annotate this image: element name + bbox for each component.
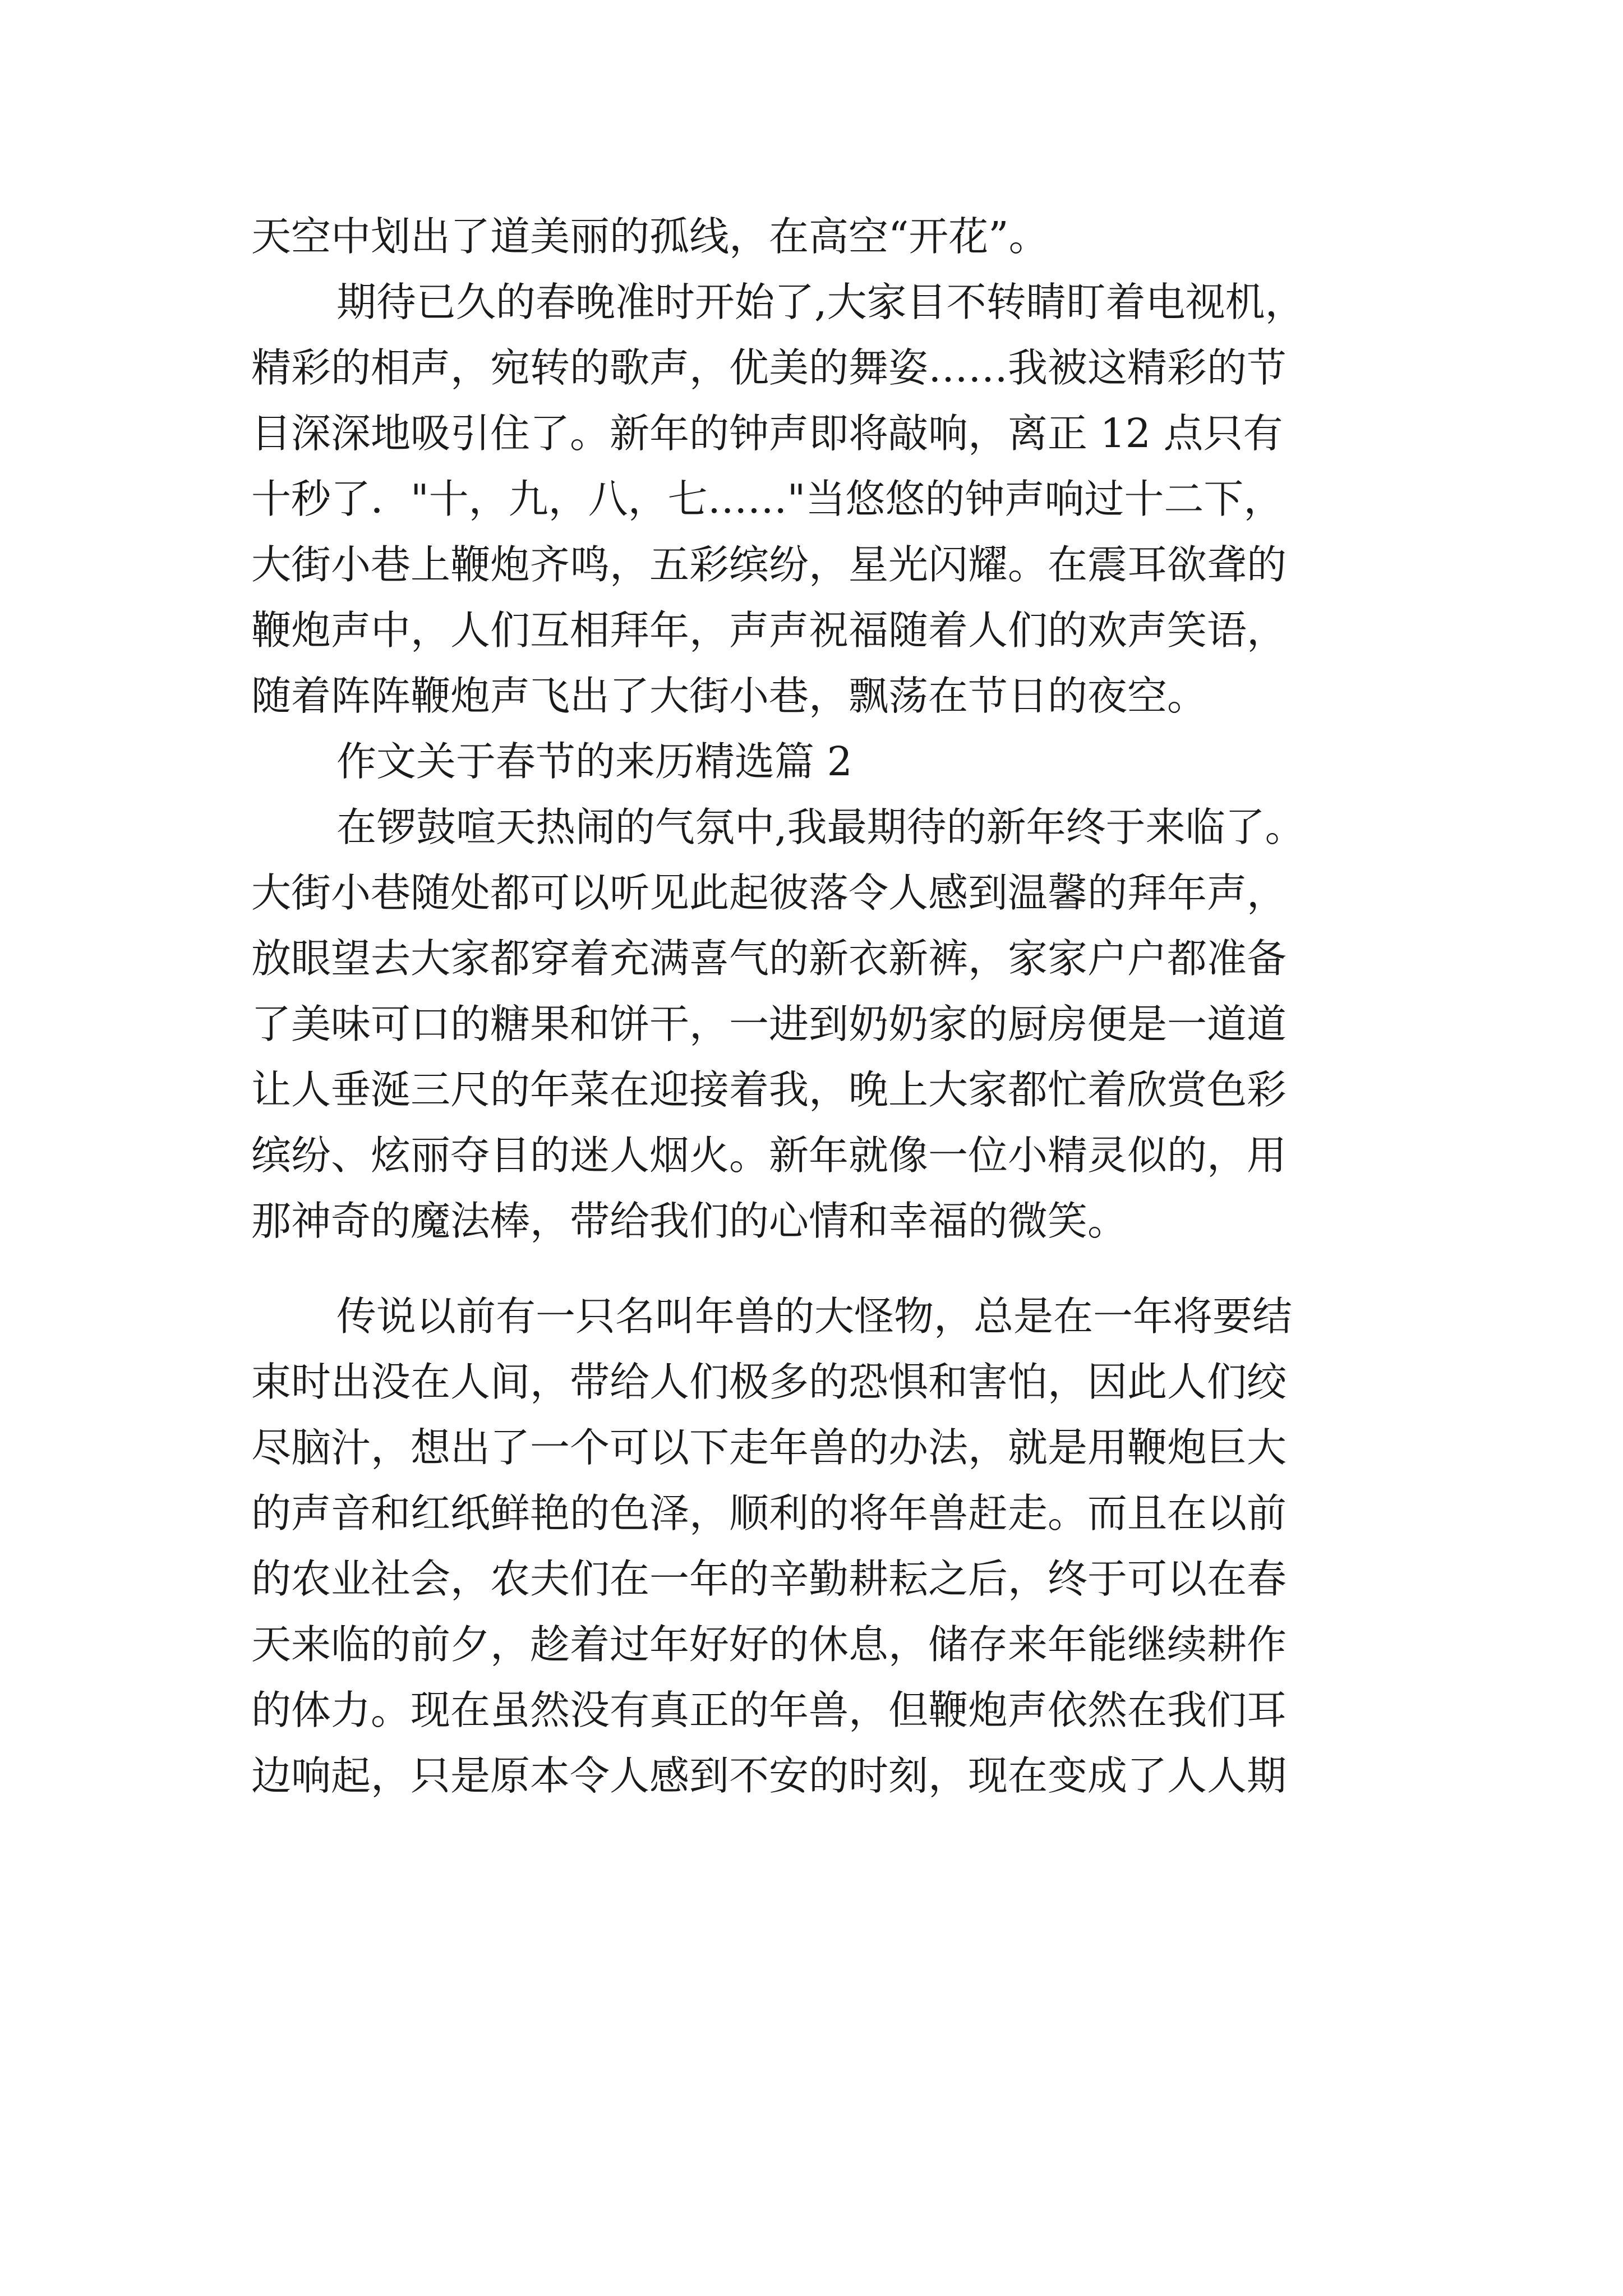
text-line: 的声音和红纸鲜艳的色泽，顺利的将年兽赶走。而且在以前 bbox=[251, 1490, 1287, 1536]
text-line: 传说以前有一只名叫年兽的大怪物，总是在一年将要结 bbox=[336, 1293, 1293, 1340]
text-line: 在锣鼓喧天热闹的气氛中,我最期待的新年终于来临了。 bbox=[336, 804, 1305, 850]
text-line: 十秒了．"十，九，八，七……"当悠悠的钟声响过十二下， bbox=[251, 476, 1284, 522]
text-line: 束时出没在人间，带给人们极多的恐惧和害怕，因此人们绞 bbox=[251, 1359, 1287, 1405]
text-line: 大街小巷上鞭炮齐鸣，五彩缤纷，星光闪耀。在震耳欲聋的 bbox=[251, 541, 1287, 588]
text-line: 目深深地吸引住了。新年的钟声即将敲响，离正 12 点只有 bbox=[251, 410, 1283, 457]
text-line: 随着阵阵鞭炮声飞出了大街小巷，飘荡在节日的夜空。 bbox=[251, 673, 1207, 719]
text-line: 鞭炮声中，人们互相拜年，声声祝福随着人们的欢声笑语， bbox=[251, 607, 1287, 654]
text-line: 天来临的前夕，趁着过年好好的休息，储存来年能继续耕作 bbox=[251, 1621, 1287, 1668]
text-line: 期待已久的春晚准时开始了,大家目不转睛盯着电视机， bbox=[336, 279, 1305, 325]
text-line: 了美味可口的糖果和饼干，一进到奶奶家的厨房便是一道道 bbox=[251, 1001, 1287, 1047]
text-line: 那神奇的魔法棒，带给我们的心情和幸福的微笑。 bbox=[251, 1198, 1128, 1244]
section-heading: 作文关于春节的来历精选篇 2 bbox=[336, 738, 852, 785]
text-line: 大街小巷随处都可以听见此起彼落令人感到温馨的拜年声， bbox=[251, 869, 1287, 916]
text-line: 的农业社会，农夫们在一年的辛勤耕耘之后，终于可以在春 bbox=[251, 1556, 1287, 1602]
text-line: 缤纷、炫丽夺目的迷人烟火。新年就像一位小精灵似的，用 bbox=[251, 1132, 1287, 1179]
text-line: 的体力。现在虽然没有真正的年兽，但鞭炮声依然在我们耳 bbox=[251, 1687, 1287, 1733]
text-line: 边响起，只是原本令人感到不安的时刻，现在变成了人人期 bbox=[251, 1752, 1287, 1799]
text-line: 天空中划出了道美丽的孤线，在高空“开花”。 bbox=[251, 213, 1049, 260]
text-line: 精彩的相声，宛转的歌声，优美的舞姿……我被这精彩的节 bbox=[251, 344, 1287, 391]
text-line: 让人垂涎三尺的年菜在迎接着我，晚上大家都忙着欣赏色彩 bbox=[251, 1066, 1287, 1113]
text-line: 尽脑汁，想出了一个可以下走年兽的办法，就是用鞭炮巨大 bbox=[251, 1424, 1287, 1471]
text-line: 放眼望去大家都穿着充满喜气的新衣新裤，家家户户都准备 bbox=[251, 935, 1287, 982]
